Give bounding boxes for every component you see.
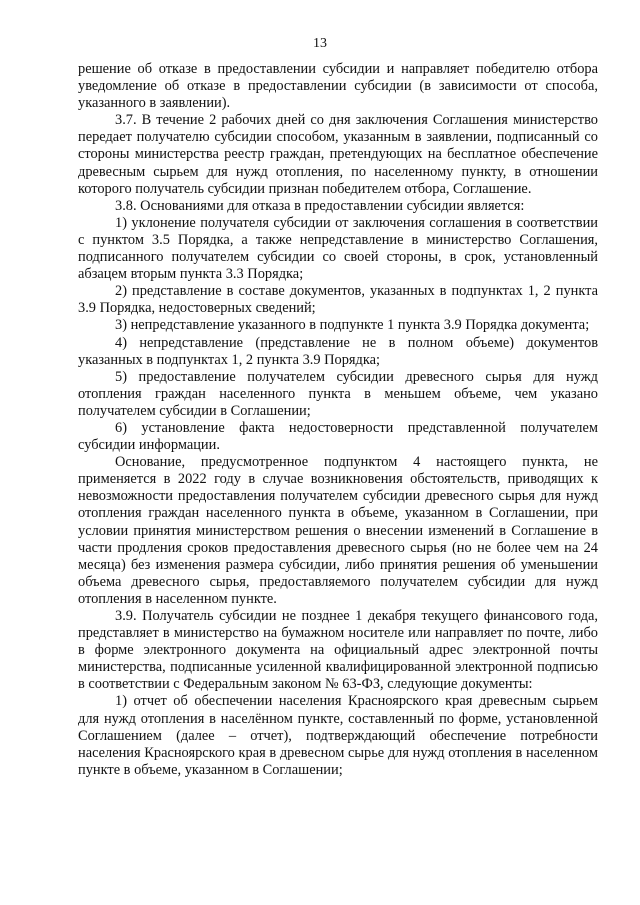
list-item: 1) отчет об обеспечении населения Красноярского края древесным сырьем для нужд отопления в населённом пункте, составленный по форме, установленной Соглашением (далее – отчет), подтверждающий обеспечение потребности населения Красноярского края в древесном сырье для нужд отопления в населенном пункте в объеме, указанном в Соглашении; xyxy=(78,693,598,778)
paragraph: Основание, предусмотренное подпунктом 4 настоящего пункта, не применяется в 2022 году в случае возникновения обстоятельств, приводящих к невозможности предоставления получателем субсидии древесного сырья для нужд отопления граждан населенного пункта в объеме, указанном в Соглашении, при условии принятия министерством решения о внесении изменений в Соглашение в части продления сроков предоставления древесного сырья (но не более чем на 24 месяца) без изменения размера субсидии, либо принятия решения об уменьшении объема древесного сырья, предоставляемого получателем субсидии для нужд отопления в населенном пункте. xyxy=(78,454,598,607)
list-item: 6) установление факта недостоверности представленной получателем субсидии информации. xyxy=(78,419,598,454)
paragraph: 3.8. Основаниями для отказа в предоставлении субсидии является: xyxy=(115,197,525,214)
paragraph: 3.7. В течение 2 рабочих дней со дня заключения Соглашения министерство передает получателю субсидии способом, указанным в заявлении, подписанный со стороны министерства реестр граждан, претендующих на бесплатное обеспечение древесным сырьем для нужд отопления, по населенному пункту, в отношении которого получатель субсидии признан победителем отбора, Соглашение. xyxy=(78,112,598,197)
list-item: 3) непредставление указанного в подпункте 1 пункта 3.9 Порядка документа; xyxy=(115,317,590,334)
paragraph: решение об отказе в предоставлении субсидии и направляет победителю отбора уведомление об отказе в предоставлении субсидии (в зависимости от способа, указанного в заявлении). xyxy=(78,61,598,112)
list-item: 4) непредставление (представление не в полном объеме) документов указанных в подпунктах 1, 2 пункта 3.9 Порядка; xyxy=(78,334,598,368)
list-item: 5) предоставление получателем субсидии древесного сырья для нужд отопления граждан населенного пункта в меньшем объеме, чем указано получателем субсидии в Соглашении; xyxy=(78,368,598,419)
page-number: 13 xyxy=(313,36,327,51)
document-body xyxy=(78,61,598,779)
list-item: 1) уклонение получателя субсидии от заключения соглашения в соответствии с пунктом 3.5 Порядка, а также непредставление в министерство Соглашения, подписанного получателем субсидии со своей стороны, в срок, установленный абзацем вторым пункта 3.3 Порядка; xyxy=(78,214,598,283)
paragraph: 3.9. Получатель субсидии не позднее 1 декабря текущего финансового года, представляет в министерство на бумажном носителе или направляет по почте, либо в форме электронного документа на официальный адрес электронной почты министерства, подписанные усиленной квалифицированной электронной подписью в соответствии с Федеральным законом № 63-ФЗ, следующие документы: xyxy=(78,608,598,693)
list-item: 2) представление в составе документов, указанных в подпунктах 1, 2 пункта 3.9 Порядка, недостоверных сведений; xyxy=(78,283,598,317)
